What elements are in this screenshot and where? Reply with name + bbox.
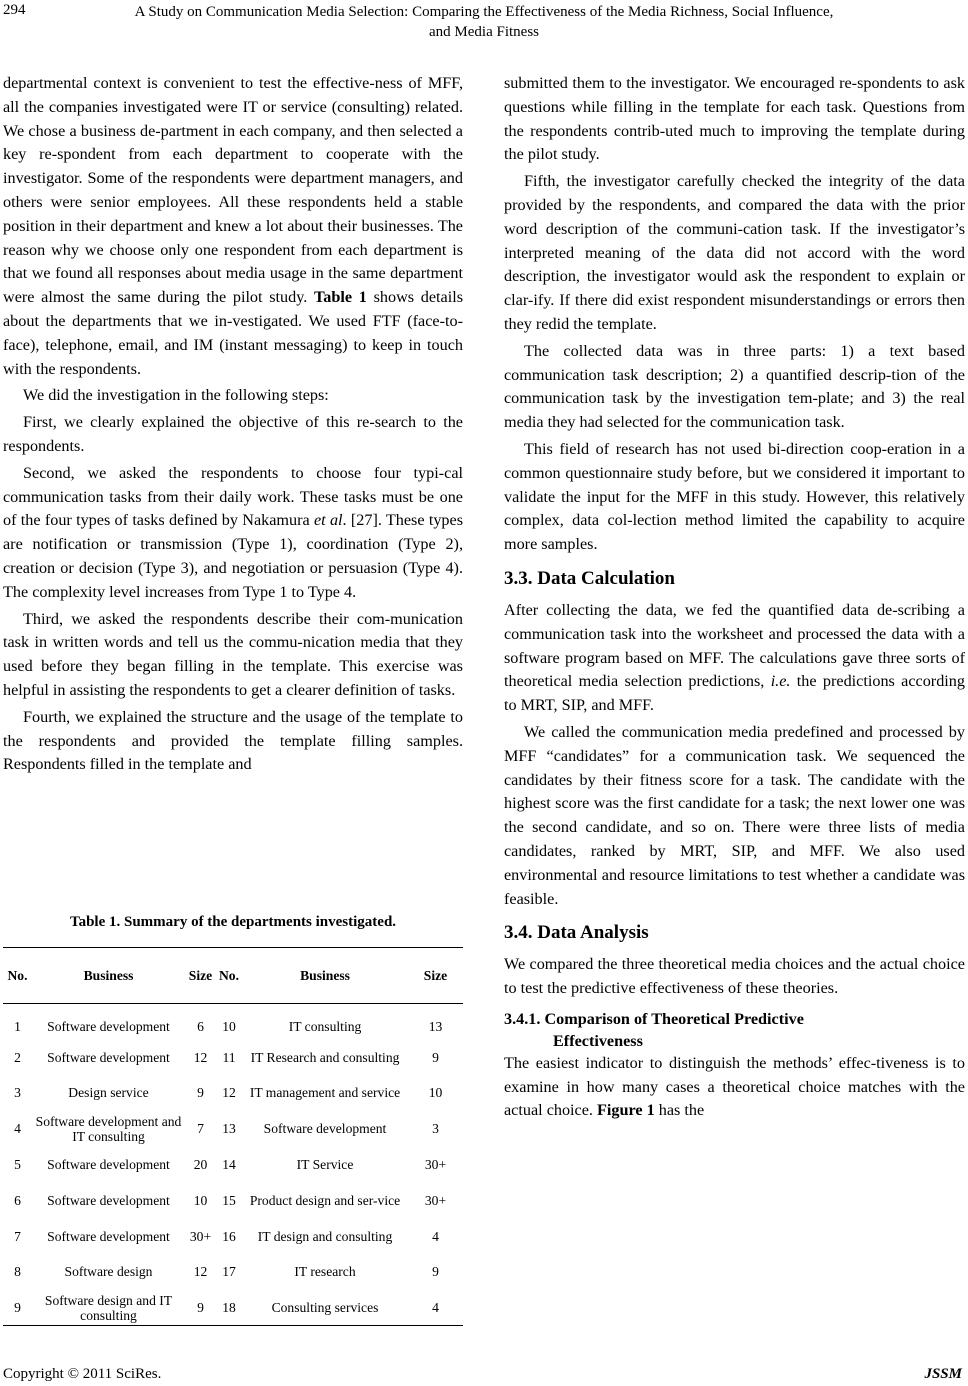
table-cell: 7 bbox=[197, 1121, 204, 1137]
table-cell: 1 bbox=[14, 1019, 21, 1035]
right-paragraph-8 bbox=[504, 1052, 965, 1123]
table-row bbox=[3, 1039, 463, 1075]
table-cell: 12 bbox=[222, 1085, 236, 1101]
table-cell: 6 bbox=[14, 1192, 21, 1208]
table-cell: IT research bbox=[294, 1264, 356, 1280]
table-header-cell: Business bbox=[32, 948, 185, 1004]
table-cell: 2 bbox=[14, 1049, 21, 1065]
right-paragraph-2: Fifth, the investigator carefully checked the integrity of the data provided by the respondents, and compared the data with the prior word description of the communi-cation task. If the investigator’s interpreted meaning of the data did not accord with the word description, the investigator would ask the respondent to explain or clar-ify. If there did exist respondent misunderstandings or errors then they redid the template. bbox=[504, 172, 965, 333]
table-cell: 13 bbox=[428, 1019, 443, 1035]
table-cell: 13 bbox=[222, 1121, 236, 1137]
left-paragraph-2: We did the investigation in the following steps: bbox=[23, 386, 329, 405]
table-cell: 5 bbox=[14, 1157, 21, 1173]
table-row bbox=[3, 1254, 463, 1290]
table-cell: 11 bbox=[222, 1049, 236, 1065]
running-header bbox=[0, 0, 968, 46]
right-paragraph-7: We compared the three theoretical media choices and the actual choice to test the predictive effectiveness of these theories. bbox=[504, 955, 965, 998]
italic-text: et al bbox=[313, 511, 343, 530]
table-cell: 14 bbox=[222, 1157, 236, 1173]
table-cell: 4 bbox=[14, 1121, 21, 1137]
table-cell: 15 bbox=[222, 1192, 236, 1208]
table-cell: 9 bbox=[432, 1264, 439, 1280]
table-row bbox=[3, 1147, 463, 1183]
table-cell: 3 bbox=[14, 1085, 21, 1101]
page-number: 294 bbox=[3, 2, 26, 18]
heading-line: 3.4.1. Comparison of Theoretical Predictive bbox=[504, 1009, 804, 1028]
table-row bbox=[3, 1182, 463, 1218]
table-cell: 17 bbox=[222, 1264, 236, 1280]
table-cell: 12 bbox=[193, 1049, 208, 1065]
copyright-notice: Copyright © 2011 SciRes. bbox=[3, 1366, 162, 1382]
table-cell: Design service bbox=[68, 1085, 149, 1101]
table-cell: Software design and IT consulting bbox=[32, 1290, 185, 1326]
table-cell: 8 bbox=[14, 1264, 21, 1280]
table-cell: 9 bbox=[197, 1085, 204, 1101]
text-run: shows details about the departments that we in-vestigated. We used FTF (face-to-face), telephone, email, and IM (instant messaging) to keep in touch with the respondents. bbox=[3, 288, 464, 378]
table-cell: 4 bbox=[432, 1228, 439, 1244]
table-reference: Table 1 bbox=[314, 288, 367, 307]
table-header-cell: No. bbox=[3, 948, 32, 1004]
table-cell: IT management and service bbox=[249, 1085, 401, 1101]
figure-reference: Figure 1 bbox=[597, 1101, 655, 1120]
heading-line: Effectiveness bbox=[553, 1031, 643, 1050]
running-title-line1: A Study on Communication Media Selection: Comparing the Effectiveness of the Media Richness, Social Influence, bbox=[134, 4, 834, 20]
journal-abbreviation: JSSM bbox=[924, 1366, 962, 1382]
departments-table bbox=[3, 947, 463, 1326]
right-column bbox=[504, 72, 965, 1123]
text-run: the predictions according to MRT, SIP, and MFF. bbox=[504, 672, 965, 715]
table-row bbox=[3, 1004, 463, 1040]
table-cell: 7 bbox=[14, 1228, 21, 1244]
italic-text: i.e. bbox=[770, 672, 791, 691]
table-caption: Table 1. Summary of the departments investigated. bbox=[69, 914, 397, 930]
table-cell: Software development and IT consulting bbox=[35, 1113, 182, 1144]
table-cell: IT design and consulting bbox=[257, 1228, 393, 1244]
table-cell: Software development bbox=[47, 1157, 170, 1173]
table-cell: IT Service bbox=[296, 1157, 354, 1173]
left-column bbox=[3, 72, 463, 777]
table-cell: 10 bbox=[193, 1192, 208, 1208]
table-cell: 3 bbox=[432, 1121, 439, 1137]
text-run: After collecting the data, we fed the quantified data de-scribing a communication task into the worksheet and processed the data with a software program based on MFF. The calculations gave three sorts of theoretical media selection predictions, bbox=[504, 600, 965, 691]
left-paragraph-1 bbox=[3, 72, 463, 381]
table-cell: 30+ bbox=[189, 1228, 212, 1244]
table-cell: 30+ bbox=[424, 1192, 447, 1208]
running-title-line2: and Media Fitness bbox=[429, 24, 539, 40]
text-run: has the bbox=[654, 1101, 705, 1120]
table-cell: 9 bbox=[185, 1290, 216, 1326]
table-row bbox=[3, 1218, 463, 1254]
table-cell: Software development bbox=[47, 1228, 170, 1244]
text-run: Second, we asked the respondents to choose four typi-cal communication tasks from their daily work. These tasks must be one of the four types of tasks defined by Nakamura bbox=[3, 463, 463, 530]
table-cell: Software development bbox=[263, 1121, 387, 1137]
table-cell: Consulting services bbox=[242, 1290, 408, 1326]
right-paragraph-4: This field of research has not used bi-direction coop-eration in a common questionnaire study before, but we considered it important to validate the input for the MFF in this study. However, this relatively complex, data col-lection method limited the capability to acquire more samples. bbox=[504, 439, 965, 554]
table-row bbox=[3, 1075, 463, 1111]
left-paragraph-3: First, we clearly explained the objective of this re-search to the respondents. bbox=[3, 413, 463, 455]
left-paragraph-4 bbox=[3, 462, 463, 605]
table-row bbox=[3, 1111, 463, 1147]
section-heading-3-3: 3.3. Data Calculation bbox=[504, 567, 675, 589]
table-cell: Software development bbox=[47, 1192, 170, 1208]
table-header-cell: Size bbox=[185, 948, 216, 1004]
table-header-cell: No. bbox=[216, 948, 242, 1004]
table-cell: 6 bbox=[197, 1019, 204, 1035]
right-paragraph-5 bbox=[504, 599, 965, 718]
running-title bbox=[64, 2, 904, 42]
right-paragraph-3: The collected data was in three parts: 1) a text based communication task description; 2) a quantified descrip-tion of the communication task by the investigation tem-plate; and 3) the real media they had selected for the communication task. bbox=[504, 341, 965, 432]
table-header-cell: Size bbox=[408, 948, 463, 1004]
text-run: . [27]. These types are notification or transmission (Type 1), coordination (Type 2), creation or decision (Type 3), and negotiation or persuasion (Type 4). The complexity level increases from Type 1 to Type 4. bbox=[3, 511, 463, 601]
table-body bbox=[3, 1004, 463, 1326]
table-cell: Software development bbox=[47, 1019, 170, 1035]
table-cell: 9 bbox=[432, 1049, 439, 1065]
table-cell: 4 bbox=[408, 1290, 463, 1326]
table-cell: Software development bbox=[47, 1049, 170, 1065]
table-cell: 9 bbox=[3, 1290, 32, 1326]
right-paragraph-1: submitted them to the investigator. We encouraged re-spondents to ask questions while filling in the template for each task. Questions from the respondents contrib-uted much to improving the template during the pilot study. bbox=[504, 74, 965, 164]
table-cell: 20 bbox=[193, 1157, 208, 1173]
table-cell: 16 bbox=[222, 1228, 236, 1244]
table-cell: 30+ bbox=[424, 1157, 447, 1173]
table-row bbox=[3, 1290, 463, 1326]
table-cell: 10 bbox=[222, 1019, 236, 1035]
table-cell: Product design and ser-vice bbox=[249, 1192, 401, 1208]
text-run: The easiest indicator to distinguish the methods’ effec-tiveness is to examine in how many cases a theoretical choice matches with the actual choice. bbox=[504, 1053, 965, 1120]
table-cell: IT consulting bbox=[288, 1019, 362, 1035]
subsection-heading-3-4-1 bbox=[504, 1008, 965, 1052]
table-cell: 18 bbox=[216, 1290, 242, 1326]
right-paragraph-6: We called the communication media predefined and processed by MFF “candidates” for a communication task. We sequenced the candidates by their fitness score for a task. The candidate with the highest score was the first candidate for a task; the next lower one was the second candidate, and so on. There were three lists of media candidates, ranked by MRT, SIP, and MFF. We also used environmental and resource limitations to test whether a candidate was feasible. bbox=[504, 722, 965, 908]
left-paragraph-5: Third, we asked the respondents describe their com-munication task in written words and tell us the commu-nication media that they used before they began filling in the template. This exercise was helpful in assisting the respondents to get a clearer definition of tasks. bbox=[3, 609, 463, 699]
table-cell: IT Research and consulting bbox=[250, 1049, 400, 1065]
table-header-row bbox=[3, 948, 463, 1004]
left-paragraph-6: Fourth, we explained the structure and the usage of the template to the respondents and provided the template filling samples. Respondents filled in the template and bbox=[3, 707, 463, 774]
table-cell: 12 bbox=[193, 1264, 208, 1280]
table-cell: Software design bbox=[64, 1264, 153, 1280]
table-cell: 10 bbox=[428, 1085, 443, 1101]
text-run: departmental context is convenient to test the effective-ness of MFF, all the companies investigated were IT or service (consulting) related. We chose a business de-partment in each company, and then selected a key re-spondent from each department to cooperate with the investigator. Some of the respondents were department managers, and others were senior employees. All these respondents held a stable position in their department and knew a lot about their businesses. The reason why we choose only one respondent from each department is that we found all responses about media usage in the same department were almost the same during the pilot study. bbox=[3, 74, 463, 307]
table-header-cell: Business bbox=[242, 948, 408, 1004]
section-heading-3-4: 3.4. Data Analysis bbox=[504, 922, 649, 944]
